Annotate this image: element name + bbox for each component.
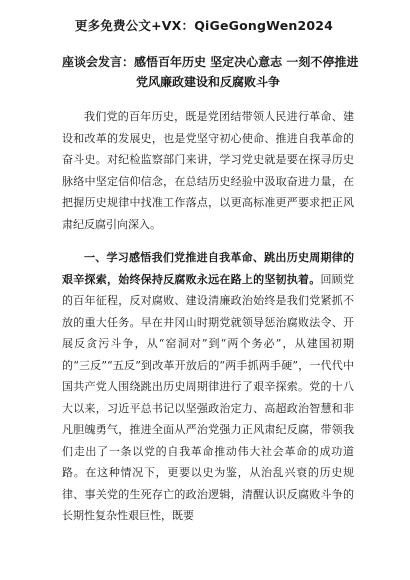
title-line-2: 党风廉政建设和反腐败斗争	[135, 75, 280, 89]
intro-paragraph	[62, 106, 354, 235]
watermark-header: 更多免费公文+VX：QiGeGongWen2024	[74, 18, 334, 33]
title-line-1: 座谈会发言：感悟百年历史 坚定决心意志 一刻不停推进	[62, 55, 359, 69]
document-title	[62, 52, 359, 92]
paragraph-text: 回顾党的百年征程，反对腐败、建设清廉政治始终是我们党紧抓不放的重大任务。早在井冈山时期党就领导惩治腐败法令、开展反贪污斗争，从“窑洞对”到“两个务必”，从建国初期的“三反”“五反”到改革开放后的“两手抓两手硬”，一代代中国共产党人围绕跳出历史周期律进行了艰辛探索。党的十八大以来，习近平总书记以坚强政治定力、高超政治智慧和非凡胆魄勇气，推进全面从严治党强力正风肃纪反腐，带领我们走出了一条以党的自我革命推动伟大社会革命的成功道路。在这种情况下，更要以史为鉴，从治乱兴衰的历史规律、事关党的生死存亡的政治逻辑，清醒认识反腐败斗争的长期性复杂性艰巨性，既要	[62, 272, 355, 522]
section-heading: 一、学习感悟我们党推进自我革命、跳出历史周期律的艰辛探索，始终保持反腐败永远在路上的坚韧执着。	[62, 251, 354, 286]
paragraph-text: 我们党的百年历史，既是党团结带领人民进行革命、建设和改革的发展史，也是党坚守初心使命、推进自我革命的奋斗史。对纪检监察部门来讲，学习党史就是要在探寻历史脉络中坚定信仰信念，在总结历史经验中汲取奋进力量，在把握历史规律中找准工作落点，以更高标准更严要求把正风肃纪反腐引向深入。	[62, 110, 354, 231]
section-one-paragraph	[62, 247, 354, 527]
